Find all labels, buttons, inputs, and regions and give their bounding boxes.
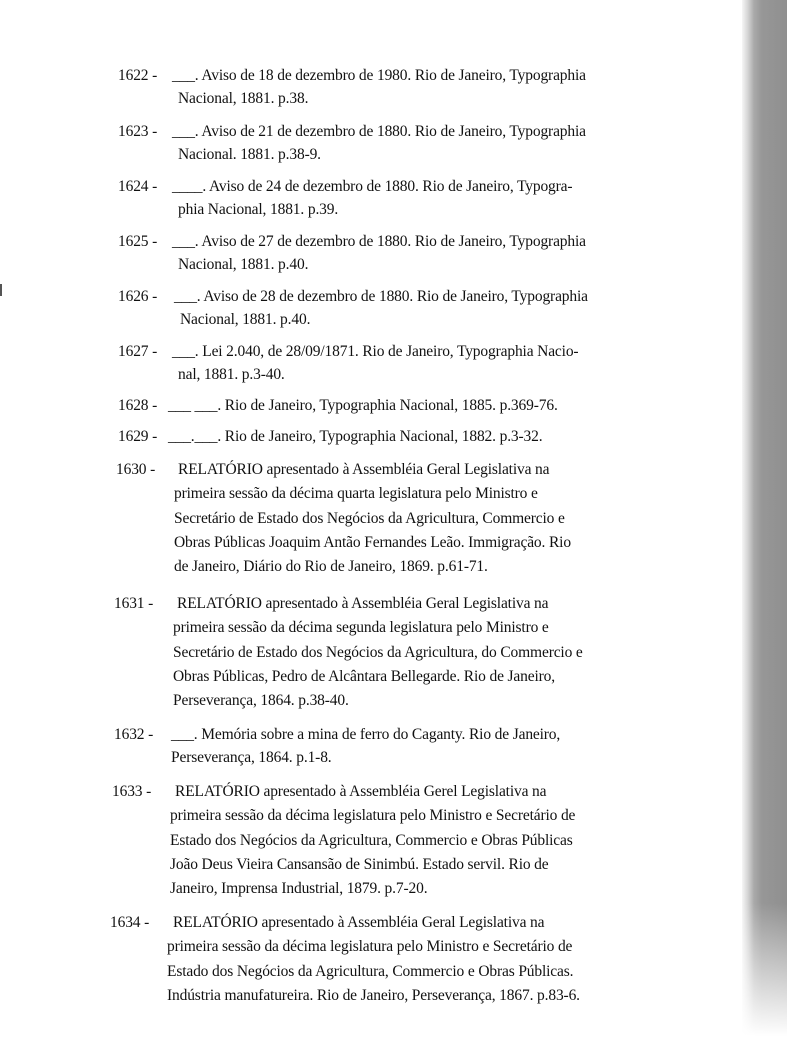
entry-number: 1625 - [118,233,158,250]
entry-line: Obras Públicas, Pedro de Alcântara Bellegarde. Rio de Janeiro, [173,667,555,685]
entry-line: RELATÓRIO apresentado à Assembléia Geral Legislativa na [173,914,545,931]
entry-line: Perseverança, 1864. p.38-40. [173,692,349,710]
entry-text [172,64,660,110]
entry-text [172,120,660,166]
bibliography-entry [118,230,663,276]
entry-number: 1628 - [118,397,158,414]
entry-line: primeira sessão da décima legislatura pelo Ministro e Secretário de [167,938,573,956]
entry-line: ___. Aviso de 18 de dezembro de 1980. Rio de Janeiro, Typographia [172,67,586,84]
margin-mark [0,284,2,296]
entry-text [170,780,660,901]
bibliography-entry [118,175,663,221]
entry-text [171,723,660,769]
entry-line: Indústria manufatureira. Rio de Janeiro, Perseverança, 1867. p.83-6. [167,986,580,1004]
bibliography-entry [118,394,663,417]
entry-line: RELATÓRIO apresentado à Assembléia Geral Legislativa na [178,461,550,478]
entry-line: ___. Aviso de 27 de dezembro de 1880. Rio de Janeiro, Typographia [172,233,586,250]
entry-line: Nacional, 1881. p.40. [178,256,309,273]
entry-line: Secretário de Estado dos Negócios da Agricultura, Commercio e [174,509,565,527]
bibliography-entry [118,285,663,331]
entry-text [174,285,660,331]
page-binding-shadow [742,0,787,1043]
entry-number: 1633 - [112,783,152,800]
entry-line: Estado dos Negócios da Agricultura, Commercio e Obras Públicas [170,831,573,849]
entry-line: Nacional, 1881. p.38. [178,90,309,107]
entry-line: RELATÓRIO apresentado à Assembléia Gerel Legislativa na [175,783,547,800]
entry-number: 1630 - [116,461,156,478]
entry-line: primeira sessão da décima segunda legislatura pelo Ministro e [173,619,549,637]
entry-line: ___. Aviso de 28 de dezembro de 1880. Rio de Janeiro, Typographia [174,288,588,305]
entry-text [168,394,660,417]
entry-number: 1627 - [118,343,158,360]
entry-line: Perseverança, 1864. p.1-8. [171,749,332,766]
entry-line: Janeiro, Imprensa Industrial, 1879. p.7-20. [170,880,428,898]
entry-line: ___. Aviso de 21 de dezembro de 1880. Rio de Janeiro, Typographia [172,123,586,140]
entry-text [172,230,660,276]
entry-number: 1631 - [114,595,154,612]
entry-text [168,425,660,448]
entry-number: 1624 - [118,178,158,195]
entry-line: phia Nacional, 1881. p.39. [178,201,339,218]
entry-line: Secretário de Estado dos Negócios da Agricultura, do Commercio e [173,643,583,661]
entry-line: Estado dos Negócios da Agricultura, Commercio e Obras Públicas. [167,962,574,980]
entry-number: 1622 - [118,67,158,84]
bibliography-entry [116,458,664,579]
entry-line: Nacional. 1881. p.38-9. [178,146,321,163]
entry-line: primeira sessão da décima quarta legislatura pelo Ministro e [174,485,538,503]
entry-line: ___. Lei 2.040, de 28/09/1871. Rio de Janeiro, Typographia Nacio- [172,343,579,360]
bibliography-entry [118,120,663,166]
entry-text [173,592,660,713]
entry-line: João Deus Vieira Cansansão de Sinimbú. Estado servil. Rio de [170,855,549,873]
bibliography-entry [114,723,664,769]
entry-line: ____. Aviso de 24 de dezembro de 1880. Rio de Janeiro, Typogra- [172,178,573,195]
entry-number: 1623 - [118,123,158,140]
bibliography-entry [118,64,663,110]
bibliography-entry [118,340,663,386]
entry-line: ___ ___. Rio de Janeiro, Typographia Nacional, 1885. p.369-76. [168,397,558,414]
entry-number: 1632 - [114,726,154,743]
entry-line: ___. Memória sobre a mina de ferro do Caganty. Rio de Janeiro, [171,726,561,743]
bibliography-entry [114,592,664,713]
entry-line: primeira sessão da décima legislatura pelo Ministro e Secretário de [170,807,576,825]
entry-line: nal, 1881. p.3-40. [178,366,285,383]
entry-text [172,340,660,386]
bibliography-entry [110,911,664,1008]
entry-number: 1634 - [110,914,150,931]
entry-line: RELATÓRIO apresentado à Assembléia Geral Legislativa na [177,595,549,612]
entry-text [172,175,660,221]
entry-line: Nacional, 1881. p.40. [180,311,311,328]
entry-number: 1626 - [118,288,158,305]
entry-line: ___.___. Rio de Janeiro, Typographia Nacional, 1882. p.3-32. [168,428,543,445]
bibliography-entry [112,780,664,901]
bibliography-entry [118,425,663,448]
entry-text [174,458,661,579]
entry-text [167,911,659,1008]
entry-number: 1629 - [118,428,158,445]
entry-line: de Janeiro, Diário do Rio de Janeiro, 1869. p.61-71. [174,558,488,576]
entry-line: Obras Públicas Joaquim Antão Fernandes Leão. Immigração. Rio [174,533,571,551]
